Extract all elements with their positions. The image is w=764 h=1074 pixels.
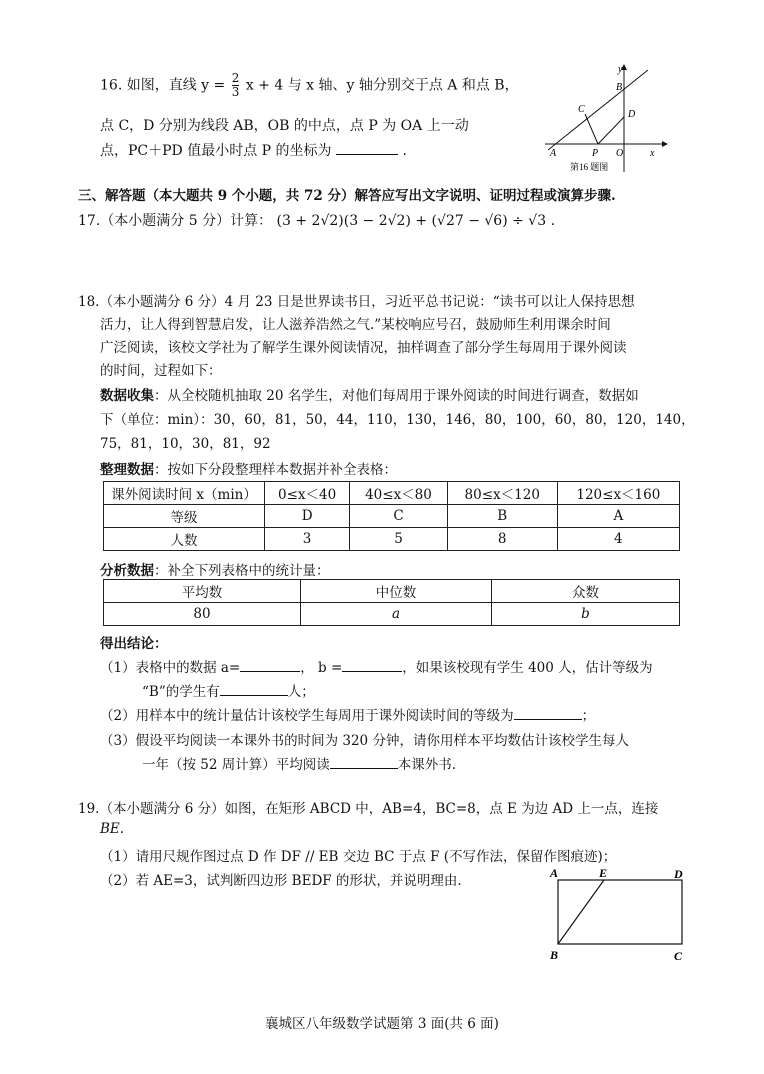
table-cell: 4 xyxy=(557,528,679,551)
fig16-label-O: O xyxy=(616,148,624,159)
fig19-label-D: D xyxy=(674,867,683,881)
q18-analyze xyxy=(100,559,330,579)
table-cell: b xyxy=(492,603,680,626)
q18-c2 xyxy=(100,704,595,724)
organize-title: 整理数据 xyxy=(100,462,154,478)
table-cell: B xyxy=(447,505,557,528)
c1-d: “B”的学生有 xyxy=(142,684,220,700)
q17-expression: (3 + 2√2)(3 − 2√2) + (√27 − √6) ÷ √3 . xyxy=(276,213,556,229)
table-cell: D xyxy=(265,505,350,528)
table-cell: 40≤x＜80 xyxy=(350,482,448,505)
table-cell: 120≤x＜160 xyxy=(557,482,679,505)
q16-line2: 点 C，D 分别为线段 AB，OB 的中点，点 P 为 OA 上一动 xyxy=(100,118,469,134)
q18-collect-3: 75，81，10，30，81，92 xyxy=(100,436,271,452)
fig16-label-P: P xyxy=(592,148,599,159)
fig16-label-y: y xyxy=(618,64,623,75)
answer-blank-b-count[interactable] xyxy=(220,681,288,696)
q16-line3-text: 点，PC＋PD 值最小时点 P 的坐标为 xyxy=(100,143,332,159)
q17 xyxy=(78,210,555,230)
q16-line1 xyxy=(100,72,519,99)
q17-text: 17.（本小题满分 5 分）计算： xyxy=(78,213,273,229)
c3-c: 本课外书. xyxy=(397,757,457,773)
conclusion-title: 得出结论： xyxy=(100,636,168,652)
c1-c: ，如果该校现有学生 400 人，估计等级为 xyxy=(402,660,653,676)
q16-answer-blank[interactable] xyxy=(336,140,398,155)
fraction-two-thirds xyxy=(232,72,240,99)
fig19-label-B: B xyxy=(550,948,559,962)
fig16-label-D: D xyxy=(628,109,636,120)
table-cell: 平均数 xyxy=(104,580,301,603)
q19-line1: 19.（本小题满分 6 分）如图，在矩形 ABCD 中，AB=4，BC=8，点 E 为边 AD 上一点，连接 xyxy=(78,801,659,817)
table-cell: 5 xyxy=(350,528,448,551)
c1-a: （1）表格中的数据 a= xyxy=(100,660,241,676)
fig19-label-A: A xyxy=(550,866,559,880)
table-cell: A xyxy=(557,505,679,528)
q18-organize xyxy=(100,458,397,478)
analyze-title: 分析数据 xyxy=(100,563,154,579)
fig16-label-C: C xyxy=(578,104,585,115)
c2-b: ； xyxy=(581,708,596,724)
q19-figure xyxy=(548,866,698,966)
table-cell: 0≤x＜40 xyxy=(265,482,350,505)
fig16-label-x: x xyxy=(650,148,655,159)
fig19-label-C: C xyxy=(674,949,683,963)
q19-line2: BE. xyxy=(100,821,125,837)
organize-text: ：按如下分段整理样本数据并补全表格： xyxy=(154,462,397,478)
q18-intro-4: 的时间，过程如下： xyxy=(100,363,222,379)
q16-figure xyxy=(540,62,670,182)
fraction-numerator: 2 xyxy=(231,71,240,85)
answer-blank-a[interactable] xyxy=(240,657,300,672)
table-cell: a xyxy=(301,603,492,626)
q18-intro-1: 18.（本小题满分 6 分）4 月 23 日是世界读书日，习近平总书记说：“读书可以让人保持思想 xyxy=(78,294,635,310)
q18-collect-2: 下（单位：min）：30，60，81，50，44，110，130，146，80，100，60，80，120，140， xyxy=(100,412,695,428)
c1-e: 人； xyxy=(287,684,315,700)
table-cell: 3 xyxy=(265,528,350,551)
q16-line3 xyxy=(100,140,407,160)
q16-line3-end: . xyxy=(402,143,407,159)
table-cell: 人数 xyxy=(104,528,265,551)
table-row xyxy=(104,528,680,551)
table-cell: 等级 xyxy=(104,505,265,528)
q18-c3-cont xyxy=(142,753,456,773)
fig16-caption: 第16 题图 xyxy=(570,162,609,172)
analyze-text: ：补全下列表格中的统计量： xyxy=(154,563,330,579)
collect-text-1: ：从全校随机抽取 20 名学生，对他们每周用于课外阅读的时间进行调查，数据如 xyxy=(154,388,639,404)
q16-line1-a: 16. 如图，直线 y = xyxy=(100,77,226,94)
answer-blank-b[interactable] xyxy=(342,657,402,672)
table-cell: 80 xyxy=(104,603,301,626)
collect-title: 数据收集 xyxy=(100,388,154,404)
q19-part1: （1）请用尺规作图过点 D 作 DF // EB 交边 BC 于点 F (不写作法，保留作图痕迹)； xyxy=(100,849,617,865)
q18-c1-cont xyxy=(142,680,315,700)
page-footer: 襄城区八年级数学试题第 3 面(共 6 面) xyxy=(265,1016,499,1032)
fig16-label-B: B xyxy=(616,82,623,93)
table-row xyxy=(104,580,680,603)
table-cell: 课外阅读时间 x（min） xyxy=(104,482,265,505)
table-row xyxy=(104,482,680,505)
table-row xyxy=(104,505,680,528)
stats-table xyxy=(103,579,680,626)
q18-c3: （3）假设平均阅读一本课外书的时间为 320 分钟，请你用样本平均数估计该校学生每人 xyxy=(100,733,629,749)
data-table xyxy=(103,481,680,551)
q18-c1 xyxy=(100,656,653,676)
answer-blank-level[interactable] xyxy=(514,705,582,720)
table-cell: 众数 xyxy=(492,580,680,603)
c3-b: 一年（按 52 周计算）平均阅读 xyxy=(142,757,330,773)
c1-b: ， b = xyxy=(300,660,343,676)
fraction-denominator: 3 xyxy=(231,85,240,99)
fig16-label-A: A xyxy=(550,148,557,159)
fig19-label-E: E xyxy=(599,866,608,880)
section3-heading: 三、解答题（本大题共 9 个小题，共 72 分）解答应写出文字说明、证明过程或演算步骤. xyxy=(78,188,616,204)
q19-part2: （2）若 AE=3，试判断四边形 BEDF 的形状，并说明理由. xyxy=(100,873,462,889)
table-row xyxy=(104,603,680,626)
table-cell: 中位数 xyxy=(301,580,492,603)
answer-blank-books[interactable] xyxy=(330,754,398,769)
q18-intro-3: 广泛阅读，该校文学社为了解学生课外阅读情况，抽样调查了部分学生每周用于课外阅读 xyxy=(100,340,627,356)
table-cell: 80≤x＜120 xyxy=(447,482,557,505)
q18-collect-1 xyxy=(100,384,639,404)
q18-intro-2: 活力，让人得到智慧启发，让人滋养浩然之气.”某校响应号召，鼓励师生利用课余时间 xyxy=(100,317,611,333)
c2-a: （2）用样本中的统计量估计该校学生每周用于课外阅读时间的等级为 xyxy=(100,708,514,724)
table-cell: 8 xyxy=(447,528,557,551)
table-cell: C xyxy=(350,505,448,528)
q16-line1-b: x + 4 与 x 轴、y 轴分别交于点 A 和点 B， xyxy=(245,77,519,94)
